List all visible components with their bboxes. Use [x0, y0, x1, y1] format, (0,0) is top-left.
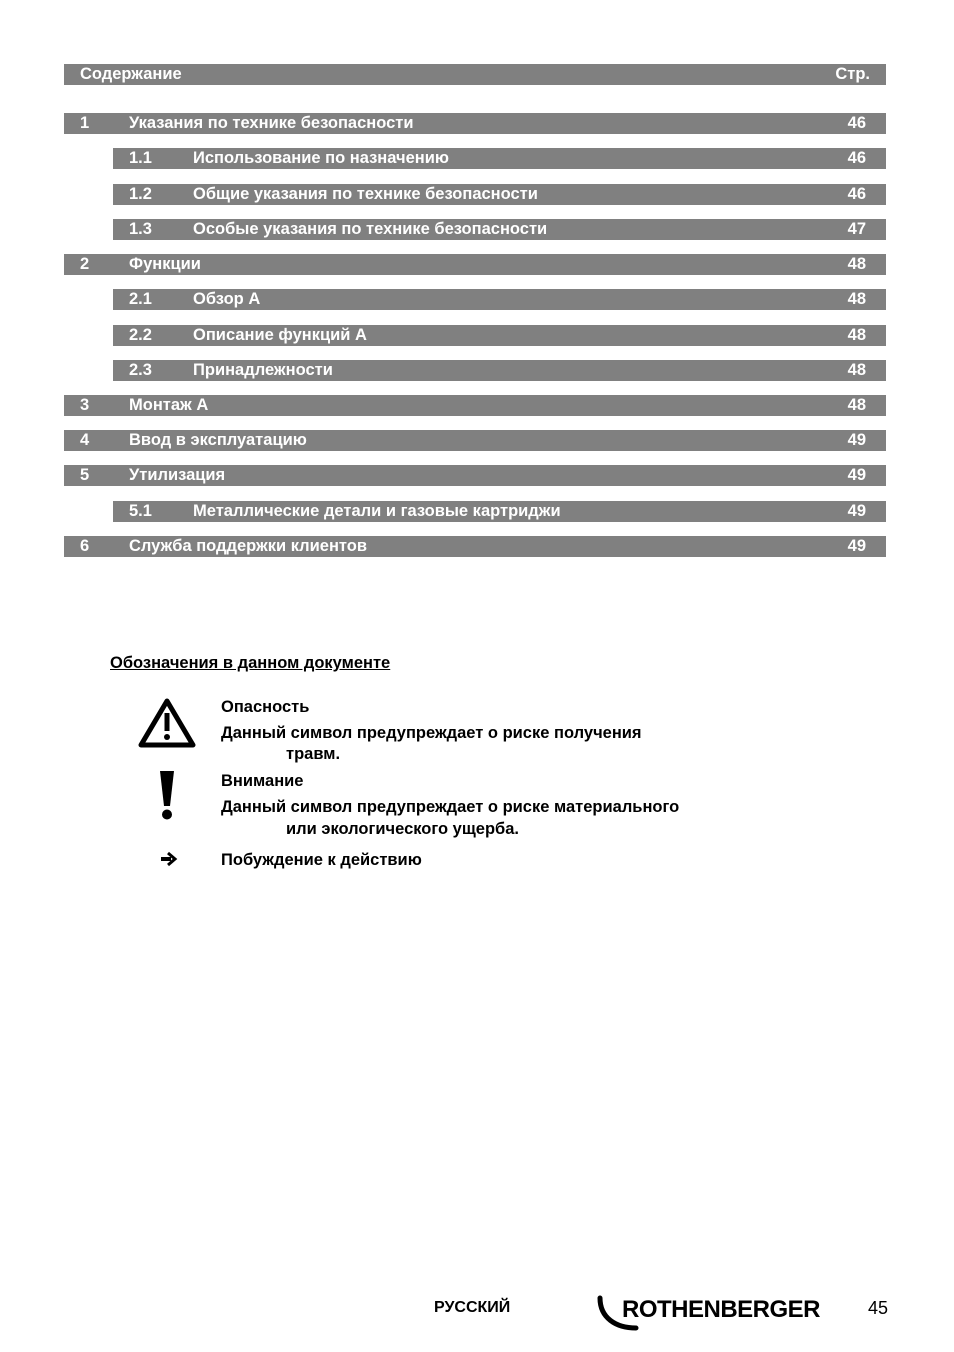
toc-entry-number: 2.1 [129, 290, 152, 308]
toc-entry-1-1[interactable] [113, 148, 886, 169]
toc-entry-page: 49 [847, 466, 866, 484]
toc-entry-title: Общие указания по технике безопасности [193, 185, 538, 203]
toc-entry-3[interactable] [64, 395, 886, 416]
toc-header-page: Стр. [835, 65, 870, 83]
toc-entry-title: Обзор A [193, 290, 261, 308]
toc-entry-number: 5 [80, 466, 90, 484]
toc-entry-4[interactable] [64, 430, 886, 451]
exclamation-icon [157, 770, 177, 822]
toc-entry-page: 48 [847, 290, 866, 308]
toc-entry-page: 48 [847, 396, 866, 414]
toc-entry-page: 49 [847, 502, 866, 520]
toc-entry-number: 1 [80, 114, 90, 132]
toc-entry-title: Описание функций A [193, 326, 367, 344]
danger-triangle-icon [138, 698, 196, 748]
toc-entry-number: 3 [80, 396, 90, 414]
toc-entry-page: 46 [847, 185, 866, 203]
toc-header [64, 64, 886, 85]
toc-entry-page: 46 [847, 114, 866, 132]
toc-entry-number: 2.3 [129, 361, 152, 379]
toc-entry-number: 1.2 [129, 185, 152, 203]
toc-entry-1[interactable] [64, 113, 886, 134]
toc-entry-number: 4 [80, 431, 90, 449]
danger-label: Опасность [221, 698, 310, 716]
brand-logo [596, 1294, 836, 1334]
toc-entry-page: 48 [847, 361, 866, 379]
toc-entry-1-3[interactable] [113, 219, 886, 240]
warning-description-line2: или экологического ущерба. [286, 820, 519, 838]
toc-entry-page: 48 [847, 326, 866, 344]
toc-entry-5-1[interactable] [113, 501, 886, 522]
toc-entry-1-2[interactable] [113, 184, 886, 205]
danger-description-line2: травм. [286, 745, 341, 763]
action-label: Побуждение к действию [221, 851, 422, 869]
toc-entry-number: 6 [80, 537, 90, 555]
toc-entry-page: 47 [847, 220, 866, 238]
toc-entry-title: Особые указания по технике безопасности [193, 220, 548, 238]
toc-entry-number: 5.1 [129, 502, 152, 520]
toc-entry-title: Металлические детали и газовые картриджи [193, 502, 561, 520]
toc-entry-number: 2 [80, 255, 90, 273]
toc-entry-title: Принадлежности [193, 361, 333, 379]
footer-language: РУССКИЙ [434, 1299, 511, 1316]
toc-entry-2-2[interactable] [113, 325, 886, 346]
toc-entry-6[interactable] [64, 536, 886, 557]
toc-entry-page: 46 [847, 149, 866, 167]
danger-description-line1: Данный символ предупреждает о риске получения [221, 724, 642, 742]
toc-entry-number: 1.1 [129, 149, 152, 167]
arrow-right-icon [160, 851, 178, 867]
toc-entry-5[interactable] [64, 465, 886, 486]
toc-entry-page: 48 [847, 255, 866, 273]
brand-logo-text: ROTHENBERGER [622, 1296, 821, 1323]
toc-entry-title: Использование по назначению [193, 149, 449, 167]
warning-label: Внимание [221, 772, 304, 790]
toc-entry-title: Функции [129, 255, 201, 273]
toc-header-title: Содержание [80, 65, 182, 83]
warning-description-line1: Данный символ предупреждает о риске материального [221, 798, 680, 816]
toc-entry-2-3[interactable] [113, 360, 886, 381]
toc-entry-page: 49 [847, 537, 866, 555]
toc-entry-title: Утилизация [129, 466, 226, 484]
toc-entry-2-1[interactable] [113, 289, 886, 310]
toc-entry-2[interactable] [64, 254, 886, 275]
toc-entry-number: 1.3 [129, 220, 152, 238]
toc-entry-page: 49 [847, 431, 866, 449]
page-number: 45 [868, 1298, 889, 1318]
toc-entry-number: 2.2 [129, 326, 152, 344]
toc-entry-title: Служба поддержки клиентов [129, 537, 368, 555]
toc-entry-title: Ввод в эксплуатацию [129, 431, 307, 449]
toc-entry-title: Указания по технике безопасности [129, 114, 414, 132]
toc-entry-title: Монтаж A [129, 396, 209, 414]
legend-title: Обозначения в данном документе [110, 654, 391, 672]
